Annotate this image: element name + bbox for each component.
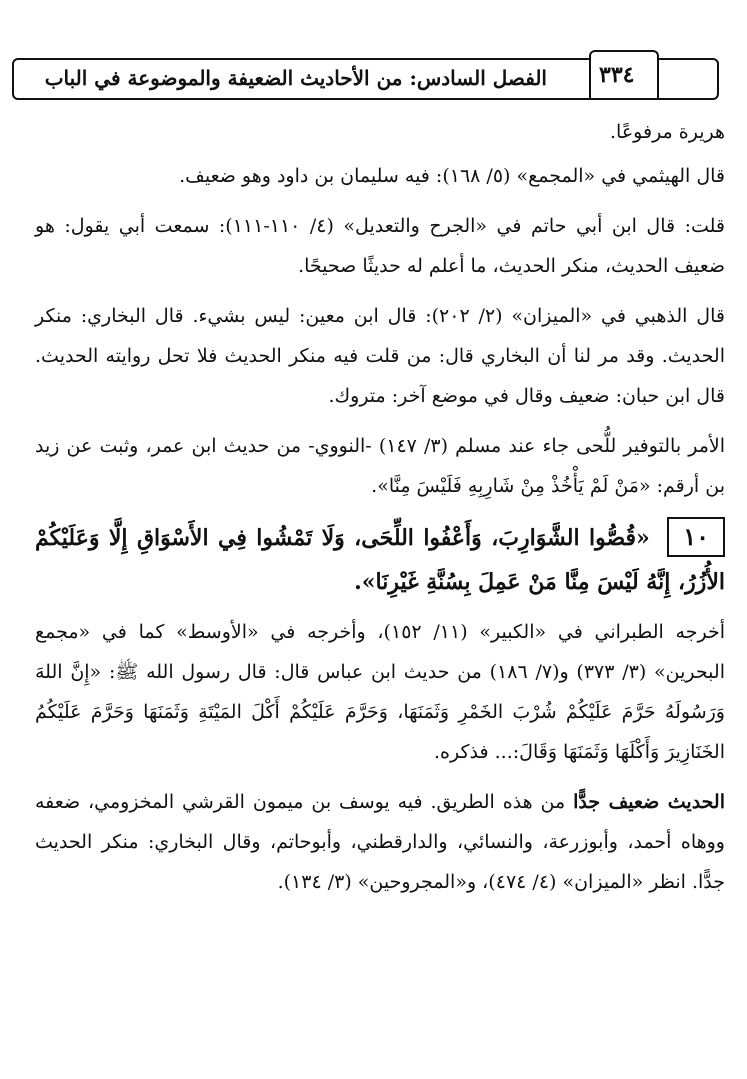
paragraph-haythami: قال الهيثمي في «المجمع» (٥/ ١٦٨): فيه سليمان بن داود وهو ضعيف. [179, 165, 725, 187]
page-body [35, 112, 725, 912]
paragraph-tabarani: أخرجه الطبراني في «الكبير» (١١/ ١٥٢)، وأخرجه في «الأوسط» كما في «مجمع البحرين» (٣/ ٣٧٣) و(٧/ ١٨٦) من حديث ابن عباس قال: قال رسول الله ﷺ: «إِنَّ اللهَ وَرَسُولَهُ حَرَّمَ عَلَيْكُمْ شُرْبَ الخَمْرِ وَثَمَنَهَا، وَحَرَّمَ عَلَيْكُمْ أَكْلَ المَيْتَةِ وَثَمَنَهَا وَحَرَّمَ عَلَيْكُمُ الخَنَازِيرَ وَأَكْلَهَا وَثَمَنَهَا وَقَالَ:... فذكره. [35, 621, 725, 763]
hadith-text: «قُصُّوا الشَّوَارِبَ، وَأَعْفُوا اللِّحَى، وَلَا تَمْشُوا فِي الأَسْوَاقِ إِلَّا وَعَلَيْكُمْ الأُزُرُ، إِنَّهُ لَيْسَ مِنَّا مَنْ عَمِلَ بِسُنَّةِ غَيْرِنَا». [35, 525, 725, 595]
paragraph-ibn-abi-hatim: قلت: قال ابن أبي حاتم في «الجرح والتعديل» (٤/ ١١٠-١١١): سمعت أبي يقول: هو ضعيف الحديث، منكر الحديث، ما أعلم له حديثًا صحيحًا. [35, 215, 725, 277]
hadith-block [35, 516, 725, 604]
chapter-title: الفصل السادس: من الأحاديث الضعيفة والموضوعة في الباب [44, 66, 547, 90]
hadith-number-box: ١٠ [667, 517, 725, 557]
paragraph-grading [35, 782, 725, 902]
grading-label: الحديث ضعيف جدًّا [573, 791, 725, 813]
paragraph-continuation: هريرة مرفوعًا. [610, 121, 725, 143]
page-header [12, 58, 719, 100]
paragraph-beard-order: الأمر بالتوفير للُّحى جاء عند مسلم (٣/ ١٤٧) -النووي- من حديث ابن عمر، وثبت عن زيد بن أرقم: «مَنْ لَمْ يَأْخُذْ مِنْ شَارِبِهِ فَلَيْسَ مِنَّا». [35, 435, 725, 497]
grading-text: من هذه الطريق. فيه يوسف بن ميمون القرشي المخزومي، ضعفه ووهاه أحمد، وأبوزرعة، والنسائي، والدارقطني، وأبوحاتم، وقال البخاري: منكر الحديث جدًّا. انظر «الميزان» (٤/ ٤٧٤)، و«المجروحين» (٣/ ١٣٤). [35, 791, 725, 893]
paragraph-dhahabi: قال الذهبي في «الميزان» (٢/ ٢٠٢): قال ابن معين: ليس بشيء. قال البخاري: منكر الحديث. وقد مر لنا أن البخاري قال: من قلت فيه منكر الحديث فلا تحل روايته الحديث. قال ابن حبان: ضعيف وقال في موضع آخر: متروك. [35, 305, 725, 407]
page-number: ٣٣٤ [599, 62, 635, 88]
